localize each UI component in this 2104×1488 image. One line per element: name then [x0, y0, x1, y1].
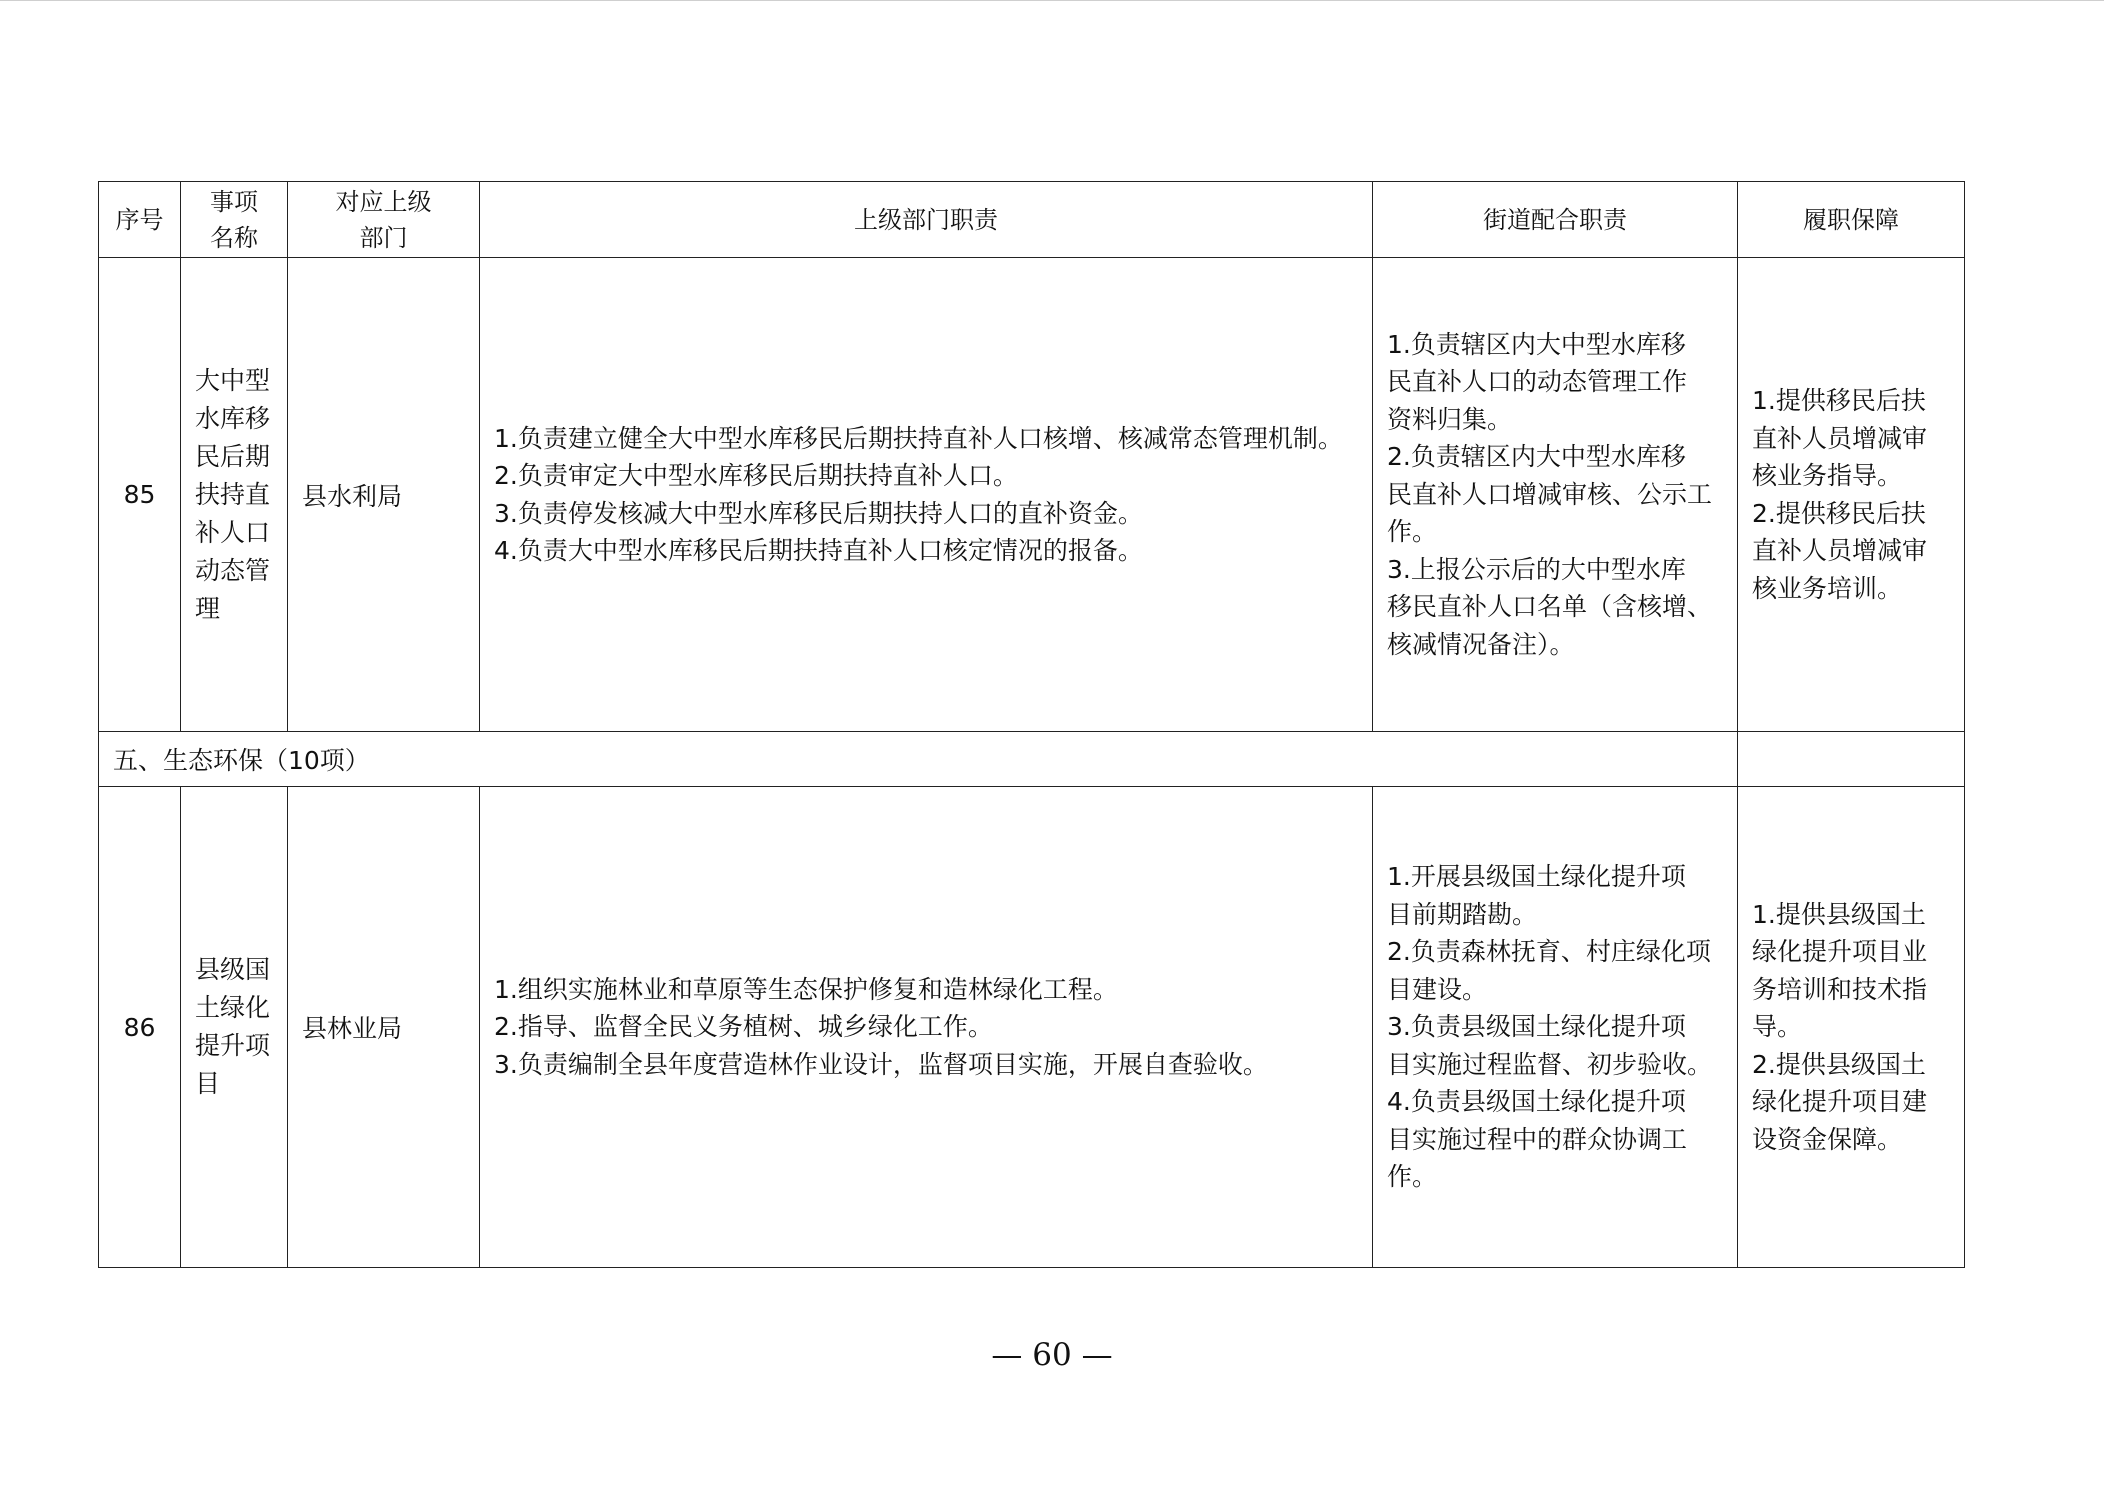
item-name-line: 理: [195, 593, 221, 623]
street-duty-line: 4.负责县级国土绿化提升项: [1387, 1087, 1686, 1117]
guarantee-line: 直补人员增减审: [1752, 536, 1928, 565]
upper-duty-item: 1.负责建立健全大中型水库移民后期扶持直补人口核增、核减常态管理机制。: [494, 423, 1343, 453]
guarantee-line: 务培训和技术指: [1752, 974, 1928, 1004]
guarantee-line: 直补人员增减审: [1752, 423, 1928, 453]
guarantee-line: 2.提供移民后扶: [1752, 498, 1926, 528]
header-item-name-line1: 事项: [210, 187, 258, 216]
street-duty-line: 作。: [1387, 1162, 1438, 1192]
street-duty-line: 3.负责县级国土绿化提升项: [1387, 1012, 1686, 1042]
row-item-name: [181, 787, 288, 1268]
item-name-line: 提升项: [195, 1031, 271, 1060]
street-duty-line: 资料归集。: [1387, 404, 1513, 434]
row-dept: 县水利局: [288, 258, 480, 732]
row-street-duties: [1373, 258, 1738, 732]
street-duty-line: 3.上报公示后的大中型水库: [1387, 554, 1686, 584]
street-duty-line: 1.负责辖区内大中型水库移: [1387, 329, 1686, 359]
street-duty-line: 民直补人口的动态管理工作: [1387, 367, 1688, 397]
header-item-name-line2: 名称: [210, 223, 258, 252]
street-duty-line: 目前期踏勘。: [1387, 899, 1538, 929]
guarantee-line: 核业务指导。: [1752, 461, 1903, 490]
row-guarantee: [1738, 787, 1965, 1268]
section-empty-cell: [1738, 732, 1965, 787]
upper-duty-item: 4.负责大中型水库移民后期扶持直补人口核定情况的报备。: [494, 536, 1143, 565]
upper-duty-item: 3.负责编制全县年度营造林作业设计，监督项目实施，开展自查验收。: [494, 1049, 1268, 1079]
guarantee-line: 2.提供县级国土: [1752, 1049, 1926, 1079]
row-street-duties: [1373, 787, 1738, 1268]
table-header-row: [99, 182, 1965, 258]
upper-duty-item: 1.组织实施林业和草原等生态保护修复和造林绿化工程。: [494, 974, 1118, 1004]
item-name-line: 补人口: [195, 517, 271, 547]
header-dept-line2: 部门: [359, 223, 408, 252]
table-row: [99, 787, 1965, 1268]
street-duty-line: 目建设。: [1387, 974, 1488, 1004]
street-duty-line: 移民直补人口名单（含核增、: [1387, 592, 1713, 622]
table-row: [99, 258, 1965, 732]
street-duty-line: 2.负责辖区内大中型水库移: [1387, 442, 1686, 472]
guarantee-line: 设资金保障。: [1752, 1124, 1903, 1154]
street-duty-line: 民直补人口增减审核、公示工: [1387, 479, 1713, 509]
upper-duty-item: 3.负责停发核减大中型水库移民后期扶持人口的直补资金。: [494, 498, 1143, 528]
street-duty-line: 作。: [1387, 517, 1438, 547]
header-street-duties: 街道配合职责: [1373, 182, 1738, 258]
row-item-name: [181, 258, 288, 732]
header-item-name: [181, 182, 288, 258]
upper-duty-item: 2.指导、监督全民义务植树、城乡绿化工作。: [494, 1012, 993, 1042]
row-upper-duties: [480, 787, 1373, 1268]
item-name-line: 动态管: [195, 555, 271, 585]
row-upper-duties: [480, 258, 1373, 732]
guarantee-line: 绿化提升项目建: [1752, 1087, 1928, 1117]
item-name-line: 大中型: [195, 365, 271, 395]
guarantee-line: 绿化提升项目业: [1752, 937, 1928, 967]
row-seq: 86: [99, 787, 181, 1268]
item-name-line: 水库移: [195, 403, 271, 433]
street-duty-line: 目实施过程中的群众协调工: [1387, 1124, 1688, 1154]
street-duty-line: 2.负责森林抚育、村庄绿化项: [1387, 937, 1711, 967]
guarantee-line: 1.提供县级国土: [1752, 899, 1926, 929]
row-seq: 85: [99, 258, 181, 732]
guarantee-line: 核业务培训。: [1752, 573, 1903, 603]
header-dept-line1: 对应上级: [335, 187, 432, 216]
street-duty-line: 核减情况备注）。: [1387, 629, 1575, 659]
header-guarantee: 履职保障: [1738, 182, 1965, 258]
row-guarantee: [1738, 258, 1965, 732]
upper-duty-item: 2.负责审定大中型水库移民后期扶持直补人口。: [494, 461, 1018, 490]
street-duty-line: 目实施过程监督、初步验收。: [1387, 1049, 1713, 1079]
item-name-line: 扶持直: [195, 479, 271, 509]
item-name-line: 土绿化: [195, 993, 271, 1022]
item-name-line: 县级国: [195, 955, 271, 984]
header-upper-duties: 上级部门职责: [480, 182, 1373, 258]
section-row: [99, 732, 1965, 787]
guarantee-line: 1.提供移民后扶: [1752, 386, 1926, 415]
street-duty-line: 1.开展县级国土绿化提升项: [1387, 862, 1686, 892]
section-title: 五、生态环保（10项）: [99, 732, 1738, 787]
duty-table: [98, 181, 1965, 1268]
item-name-line: 民后期: [195, 441, 271, 471]
item-name-line: 目: [195, 1069, 221, 1098]
header-dept: [288, 182, 480, 258]
guarantee-line: 导。: [1752, 1012, 1803, 1042]
top-border: [0, 0, 2104, 1]
page-number: — 60 —: [991, 1337, 1113, 1373]
row-dept: 县林业局: [288, 787, 480, 1268]
header-seq: 序号: [99, 182, 181, 258]
